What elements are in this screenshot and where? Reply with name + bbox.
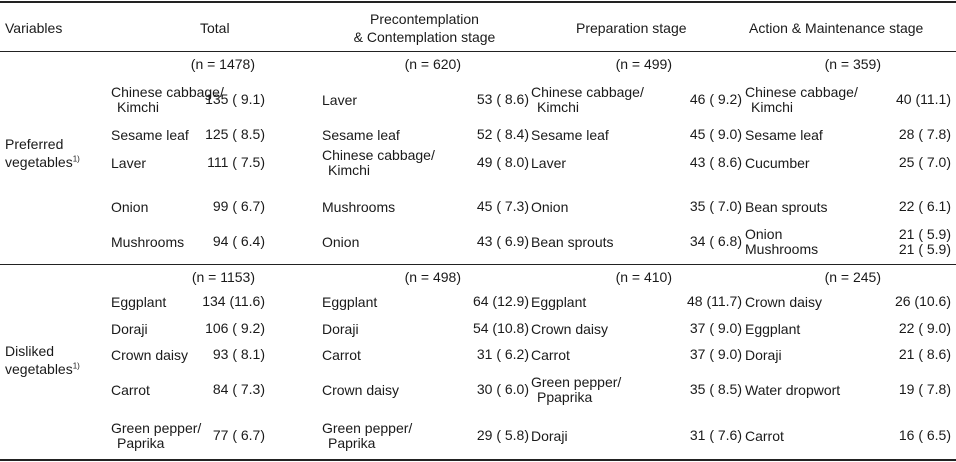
n-count: (n = 359) xyxy=(824,56,881,72)
count-percent: 106 ( 9.2) xyxy=(205,320,265,336)
count-percent: 77 ( 6.7) xyxy=(212,427,265,443)
vegetable-name: Onion xyxy=(111,198,149,215)
count-percent: 35 ( 7.0) xyxy=(689,198,742,214)
count-percent: 31 ( 7.6) xyxy=(689,427,742,443)
vegetable-name: Kimchi xyxy=(328,162,371,178)
vegetable-name: Onion xyxy=(745,226,783,242)
count-percent: 22 ( 6.1) xyxy=(898,198,951,214)
count-percent: 84 ( 7.3) xyxy=(212,381,265,397)
vegetable-name: Mushrooms xyxy=(111,233,185,250)
count-percent: 29 ( 5.8) xyxy=(476,427,529,443)
vegetable-name: Carrot xyxy=(745,427,784,444)
vegetable-name: Laver xyxy=(111,154,147,171)
vegetable-name: Eggplant xyxy=(111,293,167,310)
count-percent: 19 ( 7.8) xyxy=(898,381,951,397)
footnote-marker: 1) xyxy=(72,154,80,164)
header-preparation: Preparation stage xyxy=(576,20,687,36)
vegetable-name: Doraji xyxy=(111,320,148,337)
n-count: (n = 499) xyxy=(615,56,672,72)
vegetable-name: Eggplant xyxy=(322,293,378,310)
count-percent: 37 ( 9.0) xyxy=(689,320,742,336)
vegetable-name: Crown daisy xyxy=(745,293,823,310)
header-total: Total xyxy=(200,20,230,36)
count-percent: 53 ( 8.6) xyxy=(476,91,529,107)
count-percent: 125 ( 8.5) xyxy=(205,126,265,142)
vegetable-name: Chinese cabbage/ xyxy=(111,84,224,100)
vegetable-name: Carrot xyxy=(531,346,570,363)
vegetable-name: Sesame leaf xyxy=(322,126,400,143)
vegetable-name: Crown daisy xyxy=(531,320,609,337)
vegetable-name: Cucumber xyxy=(745,154,810,171)
vegetable-name: Kimchi xyxy=(751,99,794,115)
count-percent: 43 ( 6.9) xyxy=(476,233,529,249)
vegetable-name: Sesame leaf xyxy=(745,126,823,143)
header-rule xyxy=(0,51,956,52)
count-percent: 30 ( 6.0) xyxy=(476,381,529,397)
count-percent: 21 ( 5.9) xyxy=(898,226,951,242)
count-percent: 45 ( 7.3) xyxy=(476,198,529,214)
vegetable-name: Kimchi xyxy=(537,99,580,115)
section-label-line2 xyxy=(5,361,80,377)
count-percent: 46 ( 9.2) xyxy=(689,91,742,107)
header-action: Action & Maintenance stage xyxy=(749,20,924,36)
section-label-text: vegetables xyxy=(5,361,73,377)
count-percent: 99 ( 6.7) xyxy=(212,198,265,214)
count-percent: 94 ( 6.4) xyxy=(212,233,265,249)
count-percent: 135 ( 9.1) xyxy=(205,91,265,107)
vegetable-name: Sesame leaf xyxy=(531,126,609,143)
count-percent: 16 ( 6.5) xyxy=(898,427,951,443)
n-count: (n = 498) xyxy=(404,269,461,285)
vegetable-name: Laver xyxy=(322,91,358,108)
count-percent: 111 ( 7.5) xyxy=(207,154,265,170)
vegetable-name: Laver xyxy=(531,154,567,171)
count-percent: 134 (11.6) xyxy=(202,293,265,309)
vegetable-name: Eggplant xyxy=(745,320,801,337)
vegetable-name: Mushrooms xyxy=(745,241,819,257)
section-label-text: vegetables xyxy=(5,154,73,170)
vegetable-name: Carrot xyxy=(322,346,361,363)
vegetable-name: Kimchi xyxy=(117,99,160,115)
top-rule xyxy=(0,1,956,3)
vegetable-name: Bean sprouts xyxy=(745,198,828,215)
vegetable-name: Bean sprouts xyxy=(531,233,614,250)
count-percent: 40 (11.1) xyxy=(896,91,951,107)
count-percent: 93 ( 8.1) xyxy=(212,346,265,362)
count-percent: 34 ( 6.8) xyxy=(689,233,742,249)
vegetable-name: Green pepper/ xyxy=(322,420,413,436)
n-count: (n = 245) xyxy=(824,269,881,285)
header-precontemplation-line2: & Contemplation stage xyxy=(353,29,496,45)
vegetable-name: Crown daisy xyxy=(322,381,400,398)
vegetable-name: Green pepper/ xyxy=(531,374,622,390)
count-percent: 35 ( 8.5) xyxy=(689,381,742,397)
vegetable-name: Mushrooms xyxy=(322,198,396,215)
section-divider-rule xyxy=(0,264,956,265)
header-variables: Variables xyxy=(5,20,63,36)
section-label-line1: Preferred xyxy=(5,136,64,152)
n-count: (n = 1153) xyxy=(191,269,255,285)
count-percent: 48 (11.7) xyxy=(687,293,742,309)
section-label-line1: Disliked xyxy=(5,343,55,359)
vegetable-name: Chinese cabbage/ xyxy=(531,84,644,100)
count-percent: 37 ( 9.0) xyxy=(689,346,742,362)
count-percent: 45 ( 9.0) xyxy=(689,126,742,142)
n-count: (n = 620) xyxy=(404,56,461,72)
vegetable-name: Carrot xyxy=(111,381,150,398)
count-percent: 21 ( 5.9) xyxy=(898,241,951,257)
count-percent: 54 (10.8) xyxy=(472,320,529,336)
vegetable-name: Ppaprika xyxy=(537,389,593,405)
vegetable-name: Paprika xyxy=(117,435,165,451)
header-precontemplation-line1: Precontemplation xyxy=(370,11,479,27)
vegetable-name: Crown daisy xyxy=(111,346,189,363)
vegetable-name: Paprika xyxy=(328,435,376,451)
vegetable-name: Onion xyxy=(322,233,360,250)
count-percent: 22 ( 9.0) xyxy=(898,320,951,336)
n-count: (n = 1478) xyxy=(190,56,255,72)
vegetable-name: Doraji xyxy=(531,427,568,444)
vegetable-name: Chinese cabbage/ xyxy=(745,84,858,100)
count-percent: 52 ( 8.4) xyxy=(476,126,529,142)
section-label-line2 xyxy=(5,154,80,170)
count-percent: 26 (10.6) xyxy=(894,293,951,309)
vegetable-name: Chinese cabbage/ xyxy=(322,147,435,163)
vegetable-name: Eggplant xyxy=(531,293,587,310)
bottom-rule xyxy=(0,459,956,461)
count-percent: 49 ( 8.0) xyxy=(476,154,529,170)
count-percent: 31 ( 6.2) xyxy=(476,346,529,362)
count-percent: 64 (12.9) xyxy=(472,293,529,309)
count-percent: 25 ( 7.0) xyxy=(898,154,951,170)
vegetable-name: Sesame leaf xyxy=(111,126,189,143)
vegetable-name: Water dropwort xyxy=(745,381,841,398)
footnote-marker: 1) xyxy=(72,361,80,371)
vegetable-name: Doraji xyxy=(322,320,359,337)
count-percent: 28 ( 7.8) xyxy=(898,126,951,142)
vegetable-name: Doraji xyxy=(745,346,782,363)
count-percent: 43 ( 8.6) xyxy=(689,154,742,170)
vegetable-name: Green pepper/ xyxy=(111,420,202,436)
n-count: (n = 410) xyxy=(615,269,672,285)
count-percent: 21 ( 8.6) xyxy=(898,346,951,362)
vegetable-name: Onion xyxy=(531,198,569,215)
